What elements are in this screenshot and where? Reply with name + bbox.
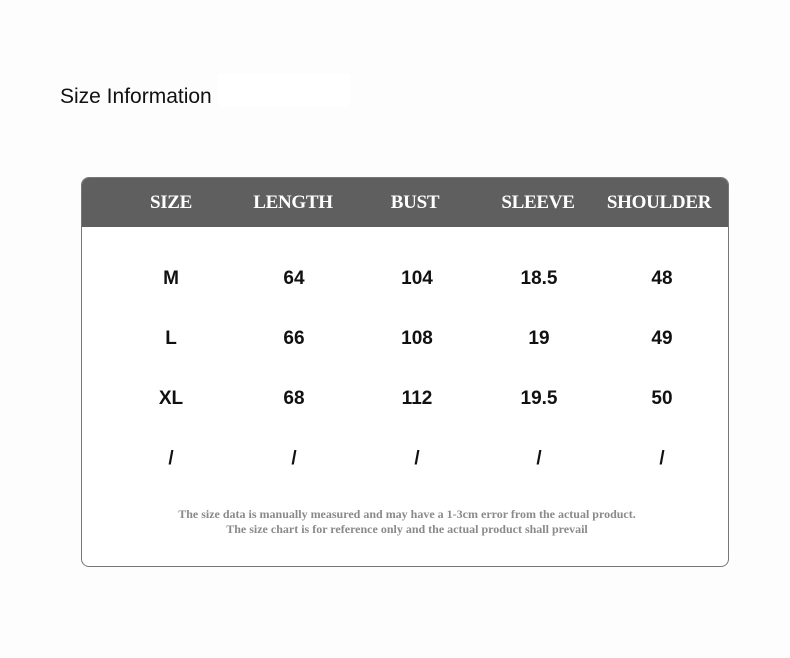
header-size: SIZE: [149, 192, 193, 213]
note-line-1: The size data is manually measured and may have a 1-3cm error from the actual product.: [178, 507, 636, 521]
page-title: Size Information: [60, 85, 212, 108]
table-cell: 18.5: [520, 268, 558, 289]
table-cell: 49: [651, 328, 673, 349]
table-cell: L: [165, 328, 177, 349]
table-note: [163, 504, 651, 542]
table-cell: /: [168, 448, 174, 469]
table-cell: /: [659, 448, 665, 469]
table-cell: 48: [651, 268, 673, 289]
table-cell: 112: [401, 388, 433, 409]
table-cell: 104: [401, 268, 433, 289]
size-table: [81, 177, 729, 567]
header-bust: BUST: [390, 192, 440, 213]
table-cell: 64: [283, 268, 305, 289]
table-cell: /: [291, 448, 297, 469]
table-cell: /: [536, 448, 542, 469]
table-header: [82, 178, 728, 227]
table-cell: 19: [528, 328, 550, 349]
table-cell: 108: [401, 328, 433, 349]
header-sleeve: SLEEVE: [501, 192, 575, 213]
table-cell: 19.5: [520, 388, 558, 409]
table-cell: 66: [283, 328, 305, 349]
table-cell: 68: [283, 388, 305, 409]
note-line-2: The size chart is for reference only and the actual product shall prevail: [226, 522, 588, 536]
header-length: LENGTH: [253, 192, 333, 213]
table-cell: XL: [158, 388, 184, 409]
table-cell: 50: [651, 388, 673, 409]
table-cell: M: [163, 268, 179, 289]
title-highlight-box: [218, 74, 350, 107]
table-cell: /: [414, 448, 420, 469]
header-shoulder: SHOULDER: [606, 192, 712, 213]
